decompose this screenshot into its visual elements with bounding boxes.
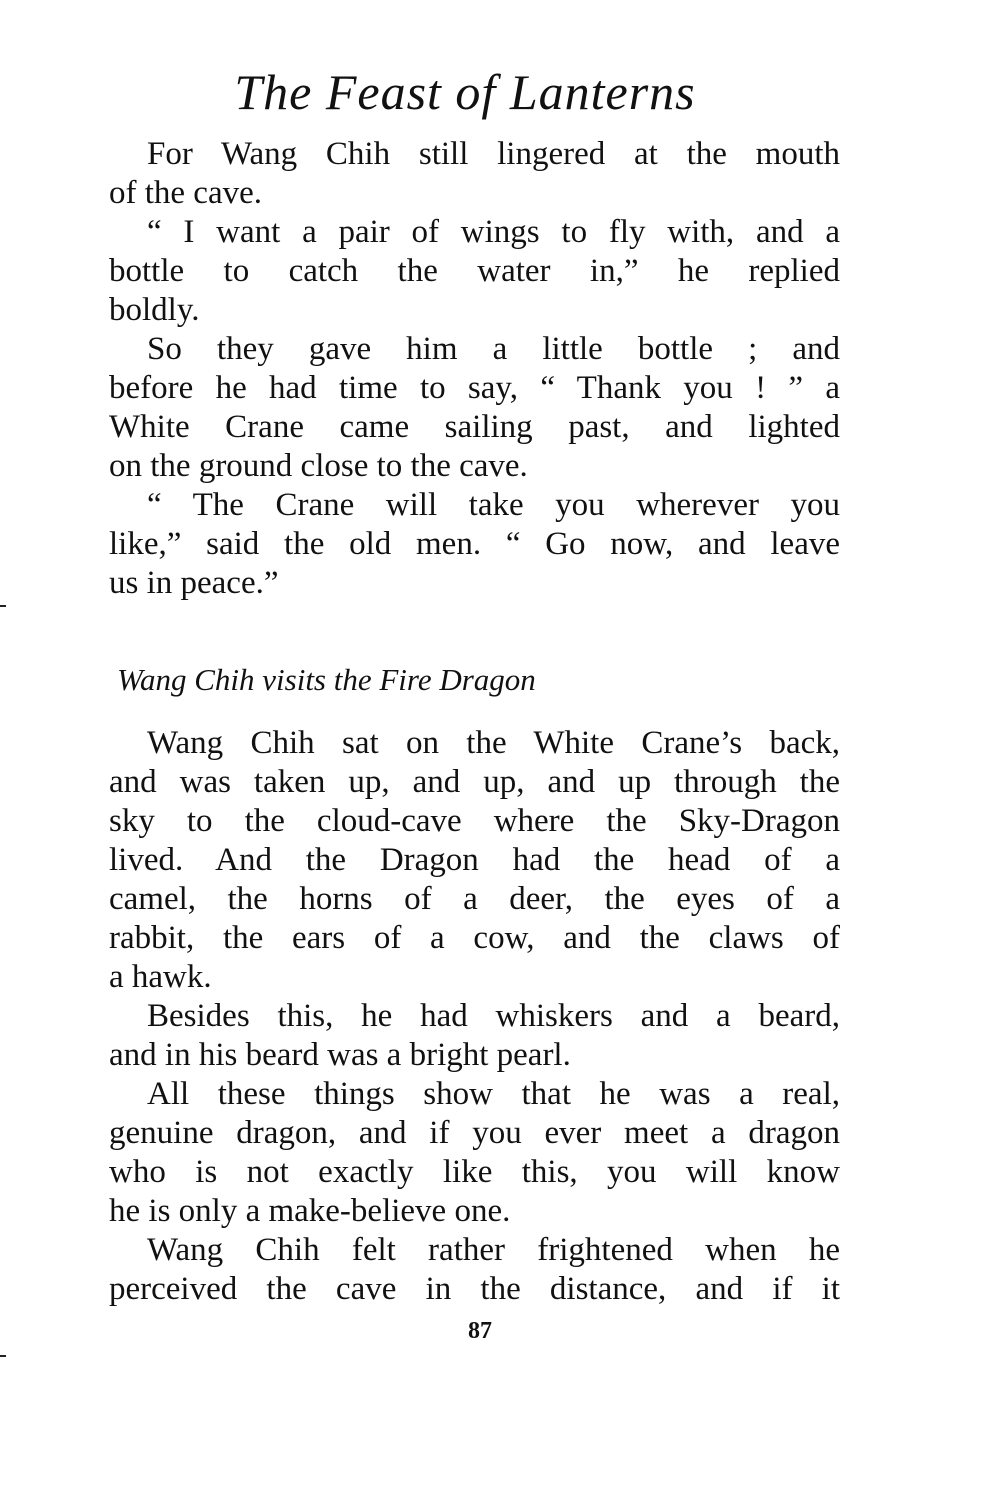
text-line: he is only a make-believe one. xyxy=(109,1193,511,1229)
text-line: Wang Chih sat on the White Crane’s back, xyxy=(147,725,840,761)
text-line: a hawk. xyxy=(109,959,212,995)
text-line: us in peace.” xyxy=(109,565,279,601)
text-line: For Wang Chih still lingered at the mouth xyxy=(147,136,840,172)
scan-margin-mark xyxy=(0,1355,6,1357)
text-line: So they gave him a little bottle ; and xyxy=(147,331,840,367)
text-line: All these things show that he was a real, xyxy=(147,1076,840,1112)
text-block-1 xyxy=(109,135,840,603)
text-line: bottle to catch the water in,” he replied xyxy=(109,253,840,289)
text-line: before he had time to say, “ Thank you ! ” a xyxy=(109,370,840,406)
text-line: Wang Chih felt rather frightened when he xyxy=(147,1232,840,1268)
text-line: boldly. xyxy=(109,292,200,328)
text-line: like,” said the old men. “ Go now, and leave xyxy=(109,526,840,562)
text-line: camel, the horns of a deer, the eyes of a xyxy=(109,881,840,917)
text-line: genuine dragon, and if you ever meet a dragon xyxy=(109,1115,840,1151)
running-head: The Feast of Lanterns xyxy=(234,64,696,120)
text-line: and was taken up, and up, and up through the xyxy=(109,764,840,800)
text-line: Besides this, he had whiskers and a beard, xyxy=(147,998,840,1034)
section-heading: Wang Chih visits the Fire Dragon xyxy=(117,662,536,697)
text-line: lived. And the Dragon had the head of a xyxy=(109,842,840,878)
text-line: sky to the cloud-cave where the Sky-Dragon xyxy=(109,803,840,839)
page-number: 87 xyxy=(468,1318,492,1344)
text-line: and in his beard was a bright pearl. xyxy=(109,1037,571,1073)
text-line: rabbit, the ears of a cow, and the claws of xyxy=(109,920,840,956)
text-line: who is not exactly like this, you will know xyxy=(109,1154,840,1190)
text-line: “ The Crane will take you wherever you xyxy=(147,487,840,523)
text-line: White Crane came sailing past, and lighted xyxy=(109,409,840,445)
text-line: of the cave. xyxy=(109,175,262,211)
text-block-2 xyxy=(109,724,840,1309)
text-line: perceived the cave in the distance, and if it xyxy=(109,1271,840,1307)
text-line: “ I want a pair of wings to fly with, and a xyxy=(147,214,840,250)
scan-margin-mark xyxy=(0,605,6,607)
text-line: on the ground close to the cave. xyxy=(109,448,528,484)
